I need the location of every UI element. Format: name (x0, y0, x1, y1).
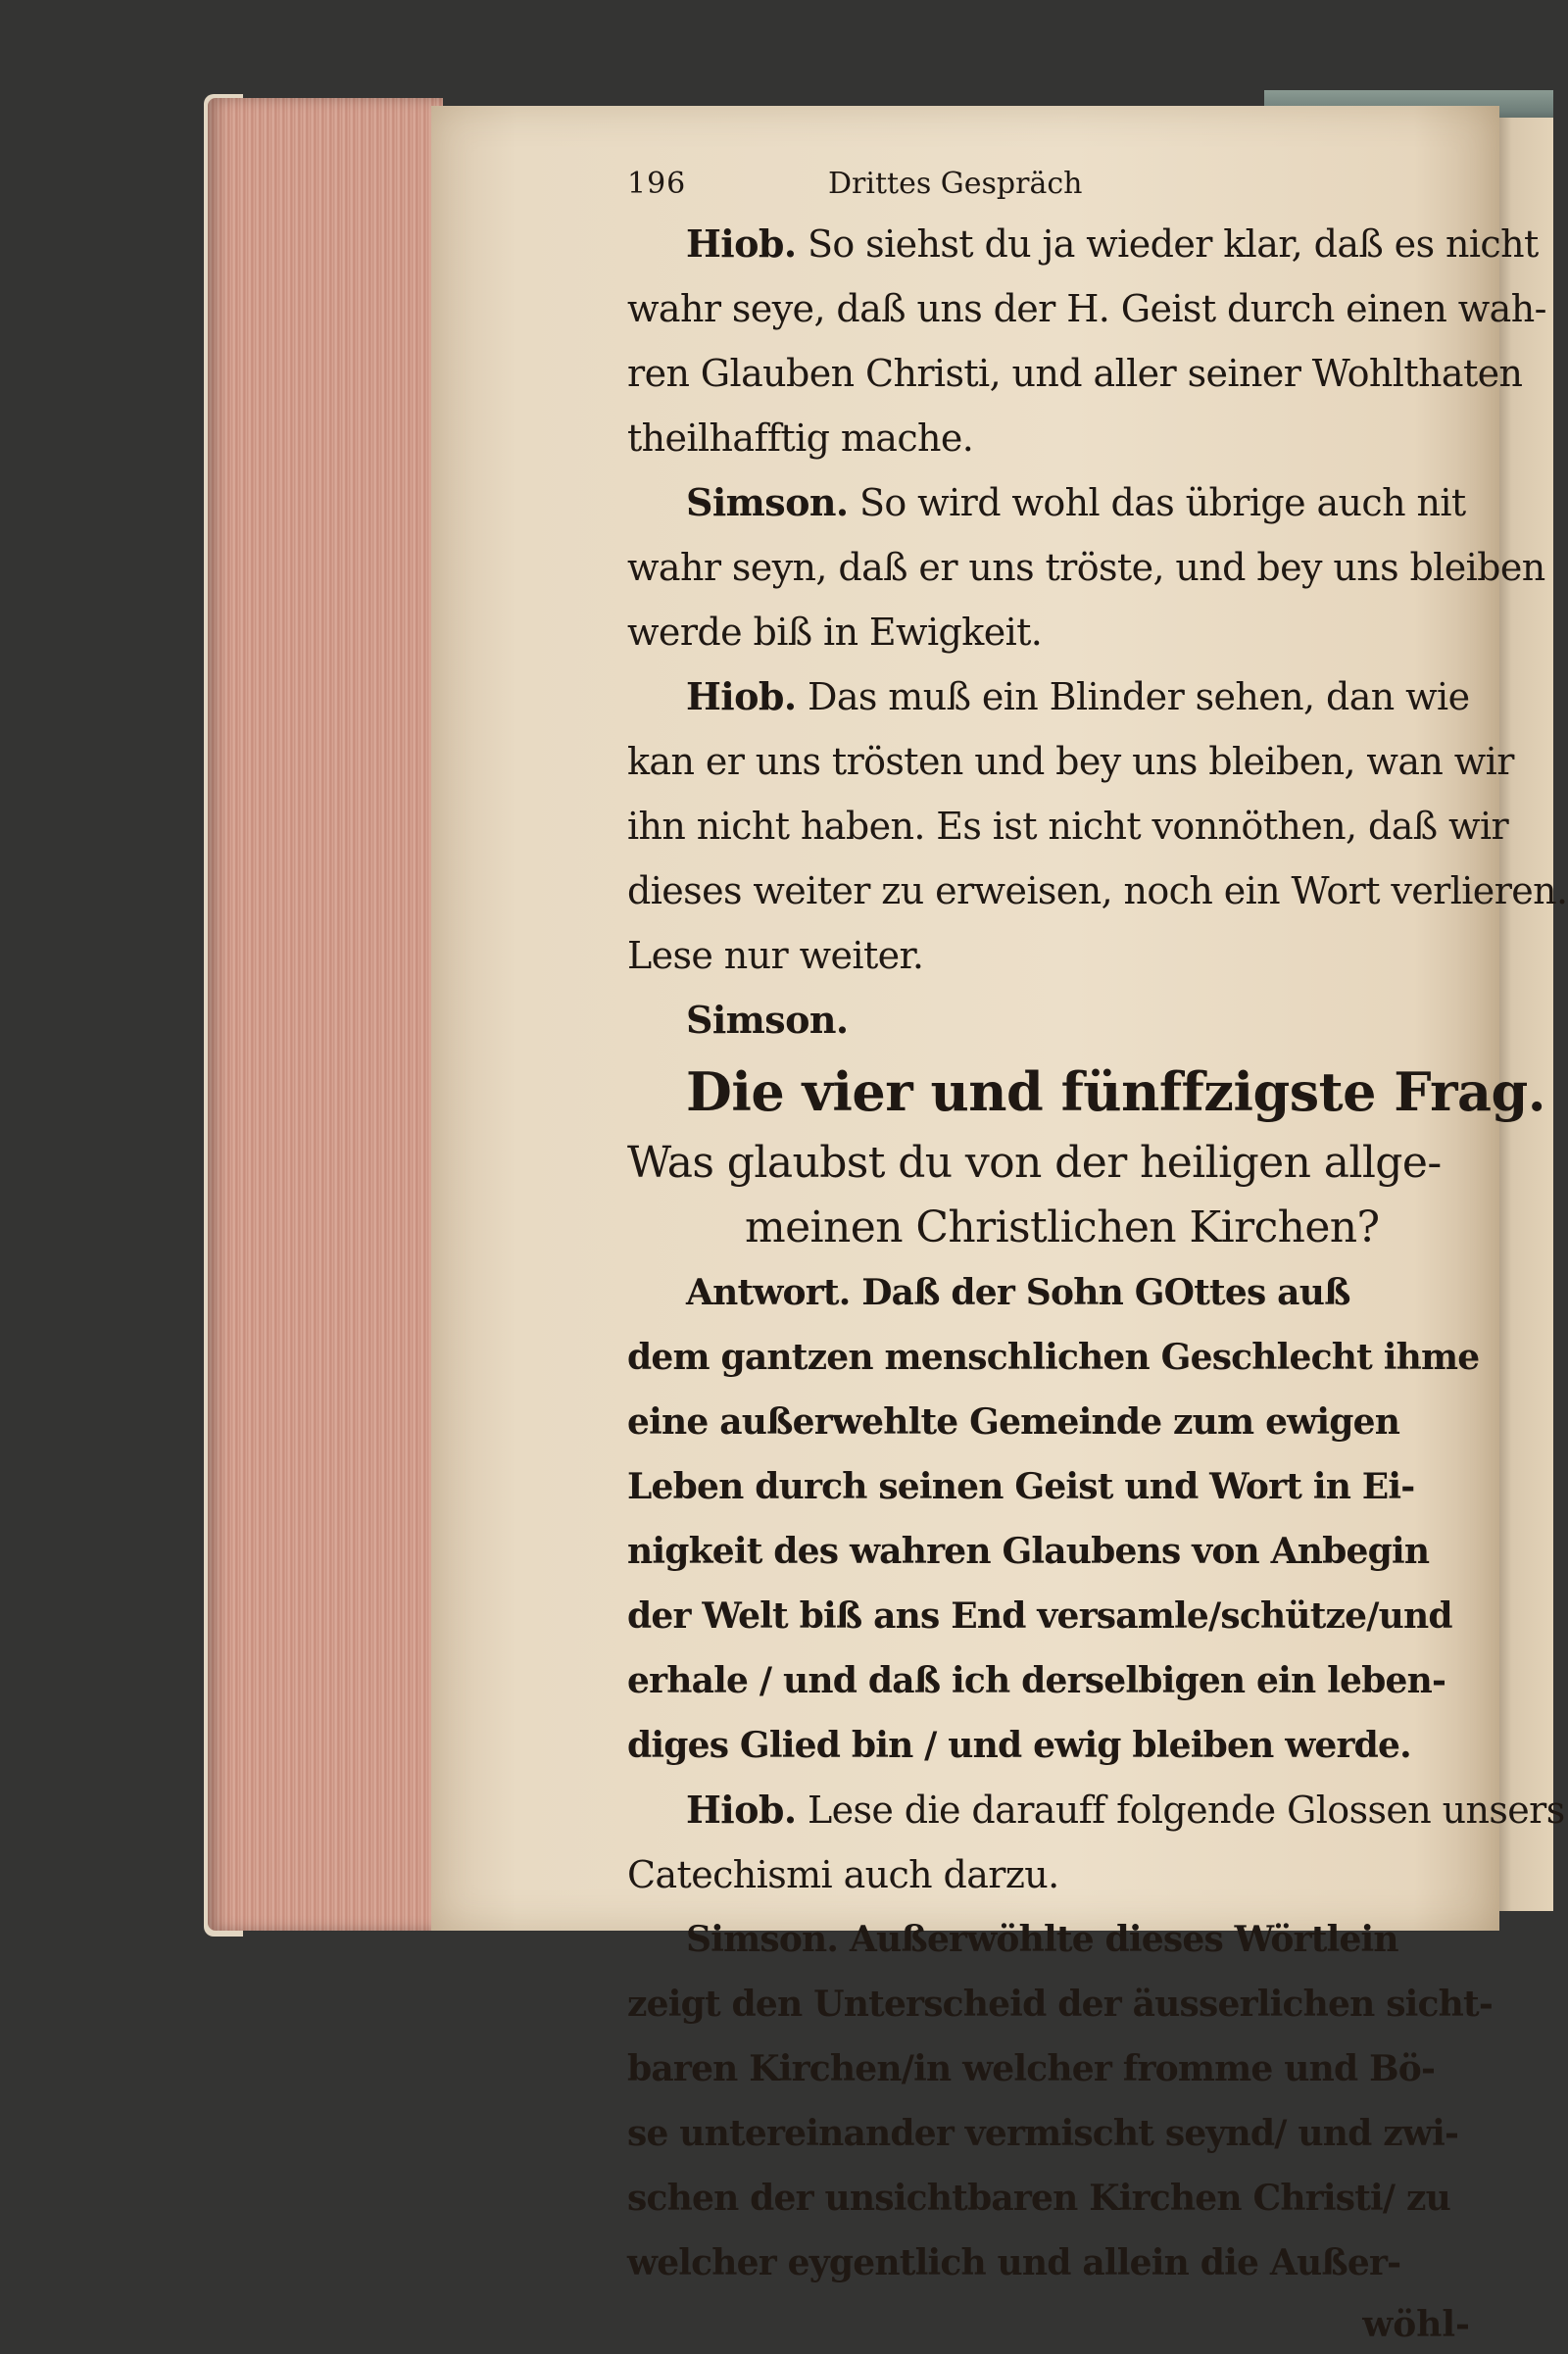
text-line (627, 858, 1568, 923)
question-heading: Die vier und fünffzigste Frag. (686, 1060, 1546, 1123)
text-line (627, 341, 1523, 406)
text-line (627, 664, 1490, 729)
line-text: se untereinander vermischt seynd/ und zwi- (627, 2113, 1459, 2154)
text-line (627, 1713, 1490, 1778)
speaker-name: Antwort. (686, 1272, 851, 1313)
line-text: Lese die darauff folgende Glossen unsers (807, 1789, 1565, 1832)
dialogue-block-2 (627, 470, 1545, 664)
running-head: Drittes Gespräch (828, 167, 1083, 201)
catchword: wöhl- (1362, 2304, 1470, 2345)
question-line: Was glaubst du von der heiligen allge- (627, 1138, 1442, 1188)
dialogue-block-6 (627, 1907, 1494, 2295)
dialogue-speaker-line (627, 988, 1490, 1053)
text-line (627, 2166, 1490, 2231)
line-text: dieses weiter zu erweisen, noch ein Wort verlieren. (627, 869, 1568, 912)
line-text: Lese nur weiter. (627, 934, 924, 977)
text-line (627, 1584, 1490, 1648)
line-text: schen der unsichtbaren Kirchen Christi/ zu (627, 2178, 1451, 2219)
text-line (627, 470, 1490, 535)
text-line (627, 1842, 1490, 1907)
line-text: ren Glauben Christi, und aller seiner Wohlthaten (627, 352, 1523, 395)
line-text: ihn nicht haben. Es ist nicht vonnöthen, daß wir (627, 805, 1509, 848)
text-line (627, 1648, 1490, 1713)
text-line (627, 1325, 1490, 1390)
line-text: Daß der Sohn GOttes auß (861, 1272, 1350, 1313)
catechism-answer (627, 1260, 1490, 1778)
dialogue-block-5 (627, 1778, 1565, 1907)
line-text: nigkeit des wahren Glaubens von Anbegin (627, 1531, 1430, 1572)
text-line (627, 535, 1545, 600)
text-line (627, 2036, 1490, 2101)
line-text: Das muß ein Blinder sehen, dan wie (807, 675, 1470, 718)
line-text: eine außerwehlte Gemeinde zum ewigen (627, 1401, 1400, 1443)
line-text: So wird wohl das übrige auch nit (858, 481, 1466, 524)
speaker-name: Hiob. (686, 674, 797, 718)
line-text: wahr seyn, daß er uns tröste, und bey uns bleiben (627, 546, 1545, 589)
page-number: 196 (627, 167, 687, 201)
line-text: dem gantzen menschlichen Geschlecht ihme (627, 1337, 1480, 1378)
speaker-name: Hiob. (686, 221, 797, 266)
line-text: welcher eygentlich und allein die Außer- (627, 2242, 1401, 2283)
text-line (627, 1260, 1490, 1325)
text-line (627, 600, 1490, 664)
dialogue-block-3 (627, 664, 1568, 988)
line-text: erhale / und daß ich derselbigen ein leben- (627, 1660, 1446, 1701)
line-text: der Welt biß ans End versamle/schütze/und (627, 1595, 1452, 1637)
text-line (627, 1390, 1490, 1454)
question-line: meinen Christlichen Kirchen? (745, 1202, 1380, 1252)
speaker-name: Simson. (686, 998, 849, 1042)
line-text: Leben durch seinen Geist und Wort in Ei- (627, 1466, 1415, 1507)
text-line (627, 923, 1490, 988)
line-text: zeigt den Unterscheid der äusserlichen sicht- (627, 1984, 1494, 2025)
page-edges (208, 98, 443, 1931)
line-text: Außerwöhlte dieses Wörtlein (849, 1919, 1398, 1960)
text-line (627, 1778, 1565, 1842)
text-line (627, 1519, 1490, 1584)
text-line (627, 1454, 1490, 1519)
dialogue-block-1 (627, 212, 1546, 470)
speaker-name: Simson. (686, 480, 849, 524)
text-line (627, 794, 1509, 858)
line-text: werde biß in Ewigkeit. (627, 611, 1043, 654)
line-text: baren Kirchen/in welcher fromme und Bö- (627, 2048, 1436, 2089)
catechism-question (627, 1131, 1490, 1260)
text-line (627, 1972, 1494, 2036)
line-text: wahr seye, daß uns der H. Geist durch einen wah- (627, 287, 1546, 330)
line-text: So siehst du ja wieder klar, daß es nicht (807, 222, 1539, 266)
line-text: Catechismi auch darzu. (627, 1853, 1059, 1896)
text-line (627, 2231, 1490, 2295)
text-line (627, 729, 1514, 794)
text-line (627, 276, 1546, 341)
page-text (627, 167, 1568, 2354)
page-header (627, 167, 1490, 212)
text-line (627, 406, 1490, 470)
text-line (627, 2101, 1490, 2166)
line-text: theilhafftig mache. (627, 417, 974, 460)
line-text: diges Glied bin / und ewig bleiben werde. (627, 1725, 1411, 1766)
speaker-name: Simson. (686, 1919, 839, 1960)
text-line (627, 212, 1539, 276)
line-text: kan er uns trösten und bey uns bleiben, wan wir (627, 740, 1514, 783)
text-line (627, 1907, 1490, 1972)
speaker-name: Hiob. (686, 1788, 797, 1832)
